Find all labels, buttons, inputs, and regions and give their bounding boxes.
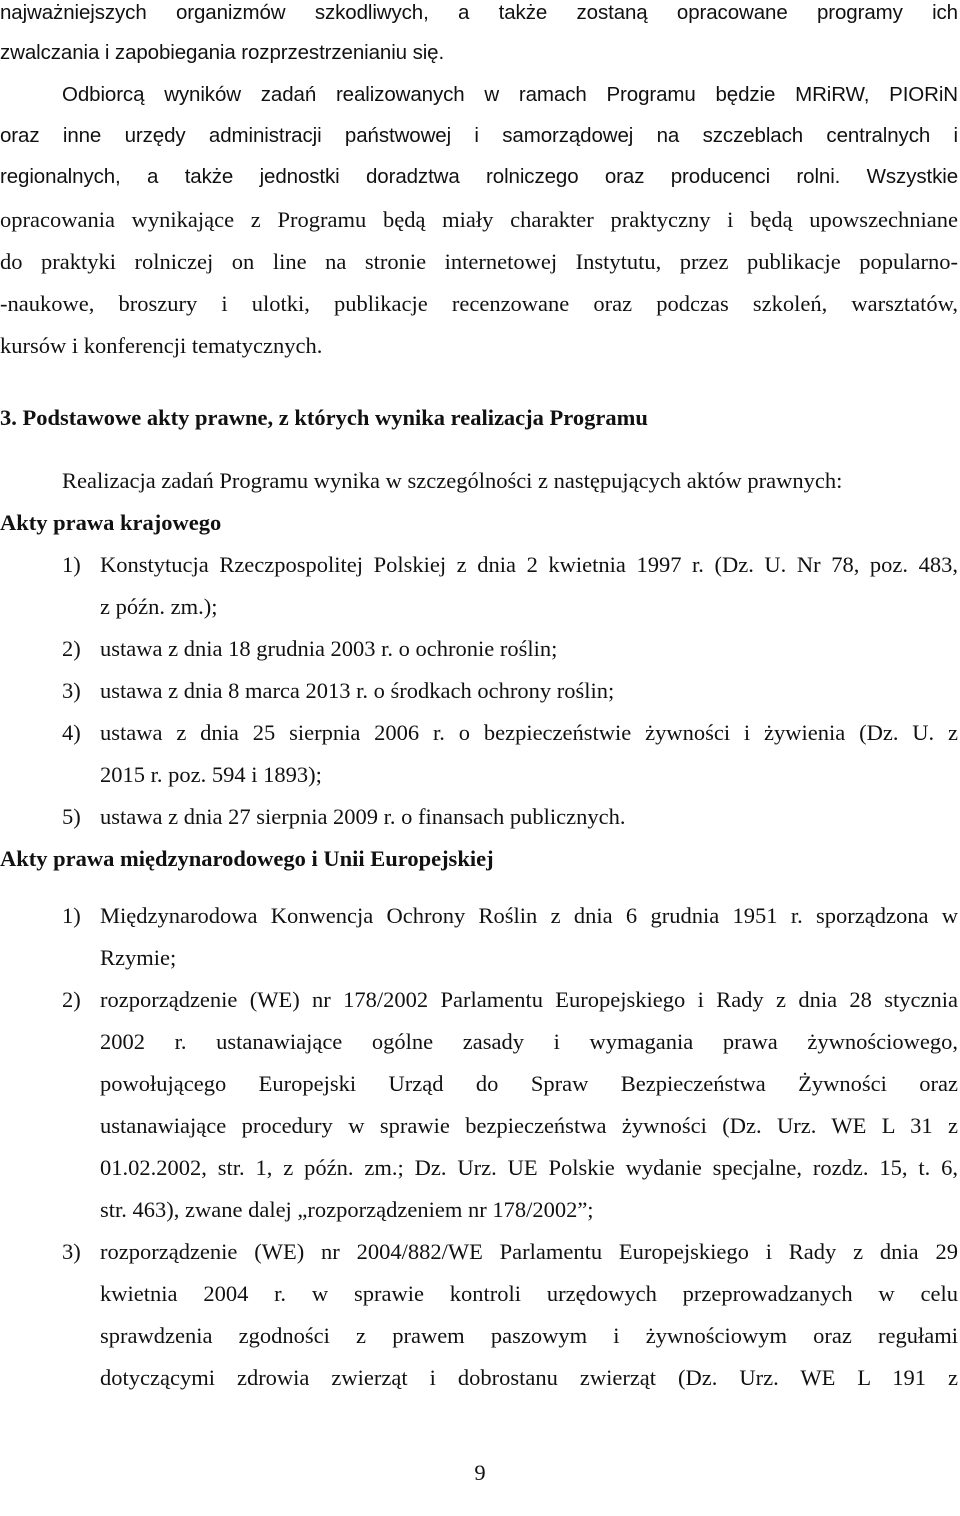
paragraph-line: do praktyki rolniczej on line na stronie internetowej Instytutu, przez publikacje popularno- — [0, 249, 958, 274]
list-item-text: dotyczącymi zdrowia zwierząt i dobrostanu zwierząt (Dz. Urz. WE L 191 z — [100, 1365, 958, 1390]
list-item-text: ustanawiające procedury w sprawie bezpieczeństwa żywności (Dz. Urz. WE L 31 z — [100, 1113, 958, 1138]
paragraph-line: opracowania wynikające z Programu będą miały charakter praktyczny i będą upowszechniane — [0, 207, 958, 232]
paragraph-line: najważniejszych organizmów szkodliwych, a także zostaną opracowane programy ich — [0, 1, 958, 24]
list-item-text: 2002 r. ustanawiające ogólne zasady i wymagania prawa żywnościowego, — [100, 1029, 958, 1054]
list-item-text: powołującego Europejski Urząd do Spraw Bezpieczeństwa Żywności oraz — [100, 1071, 958, 1096]
list-item-text: rozporządzenie (WE) nr 2004/882/WE Parlamentu Europejskiego i Rady z dnia 29 — [100, 1239, 958, 1264]
list-item-text: Konstytucja Rzeczpospolitej Polskiej z dnia 2 kwietnia 1997 r. (Dz. U. Nr 78, poz. 483, — [100, 552, 958, 577]
list-item-number: 1) — [62, 552, 81, 577]
section-number: 3. — [0, 405, 17, 430]
list-item-text: 2015 r. poz. 594 i 1893); — [100, 762, 322, 787]
paragraph-line: oraz inne urzędy administracji państwowej i samorządowej na szczeblach centralnych i — [0, 124, 958, 147]
subsection-heading-domestic: Akty prawa krajowego — [0, 510, 222, 535]
list-item-number: 3) — [62, 1239, 81, 1264]
list-item-text: ustawa z dnia 25 sierpnia 2006 r. o bezpieczeństwie żywności i żywienia (Dz. U. z — [100, 720, 958, 745]
list-item-text: Rzymie; — [100, 945, 177, 970]
paragraph-line: kursów i konferencji tematycznych. — [0, 333, 323, 358]
list-item-text: str. 463), zwane dalej „rozporządzeniem nr 178/2002”; — [100, 1197, 594, 1222]
list-item-text: ustawa z dnia 8 marca 2013 r. o środkach ochrony roślin; — [100, 678, 615, 703]
list-item-text: sprawdzenia zgodności z prawem paszowym i żywnościowym oraz regułami — [100, 1323, 958, 1348]
subsection-heading-international: Akty prawa międzynarodowego i Unii Europejskiej — [0, 846, 494, 871]
list-item-text: ustawa z dnia 18 grudnia 2003 r. o ochronie roślin; — [100, 636, 558, 661]
paragraph-line: -naukowe, broszury i ulotki, publikacje recenzowane oraz podczas szkoleń, warsztatów, — [0, 291, 958, 316]
section-heading — [0, 403, 648, 433]
section-intro: Realizacja zadań Programu wynika w szczególności z następujących aktów prawnych: — [62, 468, 843, 493]
list-item-number: 2) — [62, 987, 81, 1012]
list-item-number: 2) — [62, 636, 81, 661]
list-item-text: ustawa z dnia 27 sierpnia 2009 r. o finansach publicznych. — [100, 804, 626, 829]
section-title: Podstawowe akty prawne, z których wynika realizacja Programu — [22, 405, 648, 430]
paragraph-line: regionalnych, a także jednostki doradztwa rolniczego oraz producenci rolni. Wszystkie — [0, 165, 958, 188]
list-item-text: kwietnia 2004 r. w sprawie kontroli urzędowych przeprowadzanych w celu — [100, 1281, 958, 1306]
paragraph-line: Odbiorcą wyników zadań realizowanych w ramach Programu będzie MRiRW, PIORiN — [62, 83, 958, 106]
page-number: 9 — [474, 1460, 486, 1485]
list-item-text: Międzynarodowa Konwencja Ochrony Roślin z dnia 6 grudnia 1951 r. sporządzona w — [100, 903, 958, 928]
list-item-text: rozporządzenie (WE) nr 178/2002 Parlamentu Europejskiego i Rady z dnia 28 stycznia — [100, 987, 958, 1012]
list-item-number: 4) — [62, 720, 81, 745]
list-item-text: z późn. zm.); — [100, 594, 218, 619]
list-item-number: 1) — [62, 903, 81, 928]
paragraph-line: zwalczania i zapobiegania rozprzestrzenianiu się. — [0, 41, 445, 64]
list-item-text: 01.02.2002, str. 1, z późn. zm.; Dz. Urz. UE Polskie wydanie specjalne, rozdz. 15, t. 6, — [100, 1155, 958, 1180]
list-item-number: 5) — [62, 804, 81, 829]
list-item-number: 3) — [62, 678, 81, 703]
